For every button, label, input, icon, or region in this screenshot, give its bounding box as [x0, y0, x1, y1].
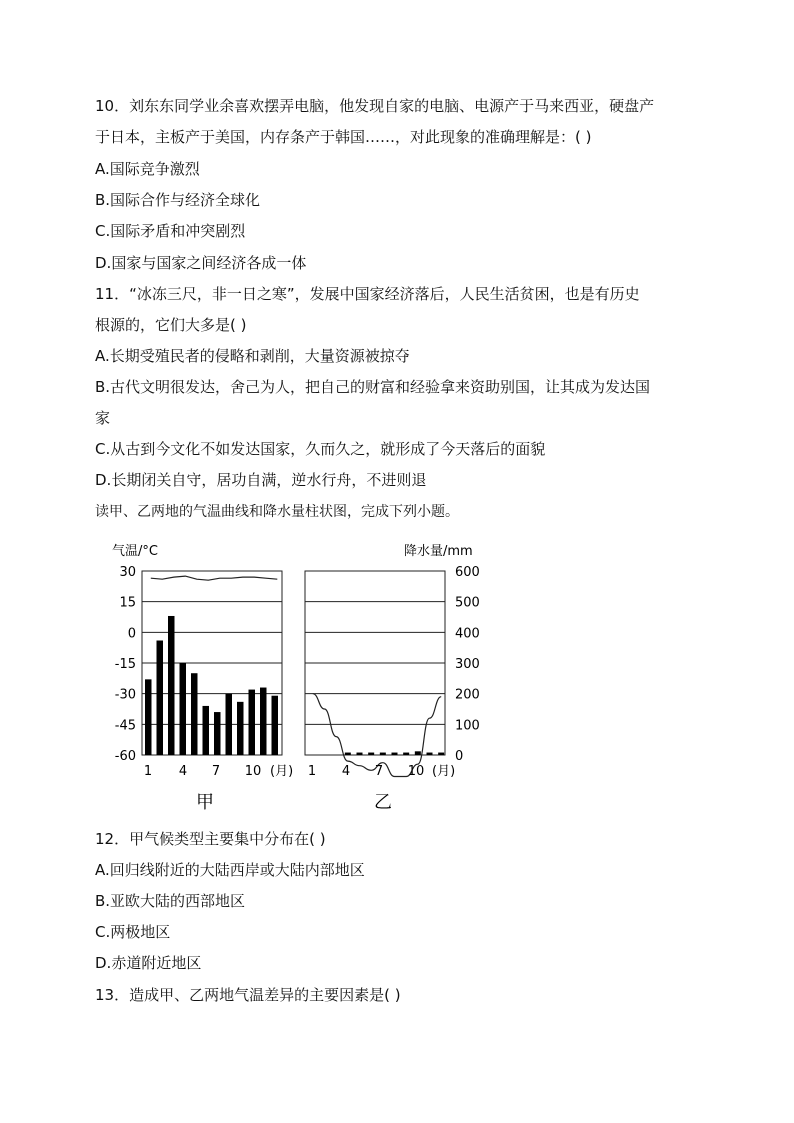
chart-jia-xtick: (月) [270, 764, 294, 779]
chart-jia-bar [157, 641, 164, 755]
chart-jia-ytick: 0 [127, 626, 136, 642]
chart-jia-bar [260, 688, 267, 755]
chart-yi-xtick: 7 [374, 764, 384, 779]
chart-jia-temperature-line [151, 576, 277, 580]
q12-stem: 12．甲气候类型主要集中分布在( ) [95, 830, 326, 848]
q12-option-d: D.赤道附近地区 [95, 954, 202, 972]
chart-yi-ytick: 600 [455, 565, 480, 580]
q10-stem-line2: 于日本，主板产于美国，内存条产于韩国……，对此现象的准确理解是：( ) [95, 128, 592, 146]
chart-yi-bar [427, 753, 433, 755]
chart-jia-bar [145, 679, 152, 755]
chart-yi-ytick: 0 [455, 749, 464, 764]
chart-yi-xtick: 4 [341, 764, 351, 779]
chart-yi-xtick: 1 [307, 764, 317, 779]
climate-charts [0, 535, 794, 835]
chart-jia-bar [191, 673, 198, 755]
q11-stem-line1: 11．“冰冻三尺，非一日之寒”，发展中国家经济落后，人民生活贫困，也是有历史 [95, 285, 640, 303]
chart-yi-ytick: 200 [455, 687, 480, 703]
chart-yi-ytick: 100 [455, 718, 480, 734]
chart-jia-title: 甲 [196, 792, 214, 813]
chart-jia-xtick: 4 [178, 764, 188, 779]
q10-option-c: C.国际矛盾和冲突剧烈 [95, 222, 246, 240]
chart-jia-bar [272, 696, 279, 755]
chart-yi-bar [438, 753, 444, 755]
q11-option-c: C.从古到今文化不如发达国家，久而久之，就形成了今天落后的面貌 [95, 440, 546, 458]
chart-jia-ytick: -15 [114, 657, 136, 672]
chart-jia-ytick: 30 [119, 565, 136, 580]
chart-yi-bar [380, 753, 386, 755]
chart-yi-xtick: (月) [432, 764, 456, 779]
chart-jia-bar [237, 702, 244, 755]
chart-yi-bar [345, 753, 351, 755]
chart-jia-xtick: 10 [244, 764, 262, 779]
chart-yi-xtick: 10 [407, 764, 425, 779]
q11-option-a: A.长期受殖民者的侵略和剥削，大量资源被掠夺 [95, 347, 410, 365]
q10-option-d: D.国家与国家之间经济各成一体 [95, 254, 307, 272]
chart-yi-ytick: 400 [455, 626, 480, 642]
q11-option-d: D.长期闭关自守，居功自满，逆水行舟，不进则退 [95, 471, 427, 489]
chart-yi-bar [368, 753, 374, 755]
q10-option-a: A.国际竞争激烈 [95, 160, 200, 178]
chart-yi-title: 乙 [374, 792, 392, 813]
chart-yi-bar [415, 751, 421, 755]
chart-jia-bar [214, 712, 221, 755]
chart-yi-ylabel: 降水量/mm [404, 544, 473, 559]
q11-option-b-line1: B.古代文明很发达，舍己为人，把自己的财富和经验拿来资助别国，让其成为发达国 [95, 378, 651, 396]
chart-jia-xtick: 1 [143, 764, 153, 779]
q12-option-c: C.两极地区 [95, 923, 171, 941]
q10-option-b: B.国际合作与经济全球化 [95, 191, 261, 209]
chart-jia-bar [249, 690, 256, 755]
q13-stem: 13．造成甲、乙两地气温差异的主要因素是( ) [95, 986, 401, 1004]
chart-yi-ytick: 300 [455, 657, 480, 672]
chart-jia-ytick: -45 [114, 718, 136, 734]
q11-option-b-line2: 家 [95, 409, 111, 427]
chart-jia-ytick: 15 [119, 595, 136, 611]
chart-jia-bar [203, 706, 210, 755]
chart-jia-ytick: -60 [114, 749, 136, 764]
chart-jia-bar [168, 616, 175, 755]
q10-stem-line1: 10．刘东东同学业余喜欢摆弄电脑，他发现自家的电脑、电源产于马来西亚，硬盘产 [95, 97, 655, 115]
chart-jia-ylabel: 气温/°C [112, 544, 158, 559]
chart-yi-bar [403, 753, 409, 755]
figure-intro: 读甲、乙两地的气温曲线和降水量柱状图，完成下列小题。 [95, 504, 459, 520]
chart-jia-bar [180, 663, 187, 755]
chart-jia-bar [226, 694, 233, 755]
q12-option-b: B.亚欧大陆的西部地区 [95, 892, 246, 910]
q12-option-a: A.回归线附近的大陆西岸或大陆内部地区 [95, 861, 365, 879]
chart-jia-xtick: 7 [211, 764, 221, 779]
q11-stem-line2: 根源的，它们大多是( ) [95, 316, 247, 334]
chart-yi-ytick: 500 [455, 595, 480, 611]
chart-yi-bar [357, 753, 363, 755]
chart-yi-bar [392, 753, 398, 755]
chart-jia-ytick: -30 [114, 687, 136, 703]
